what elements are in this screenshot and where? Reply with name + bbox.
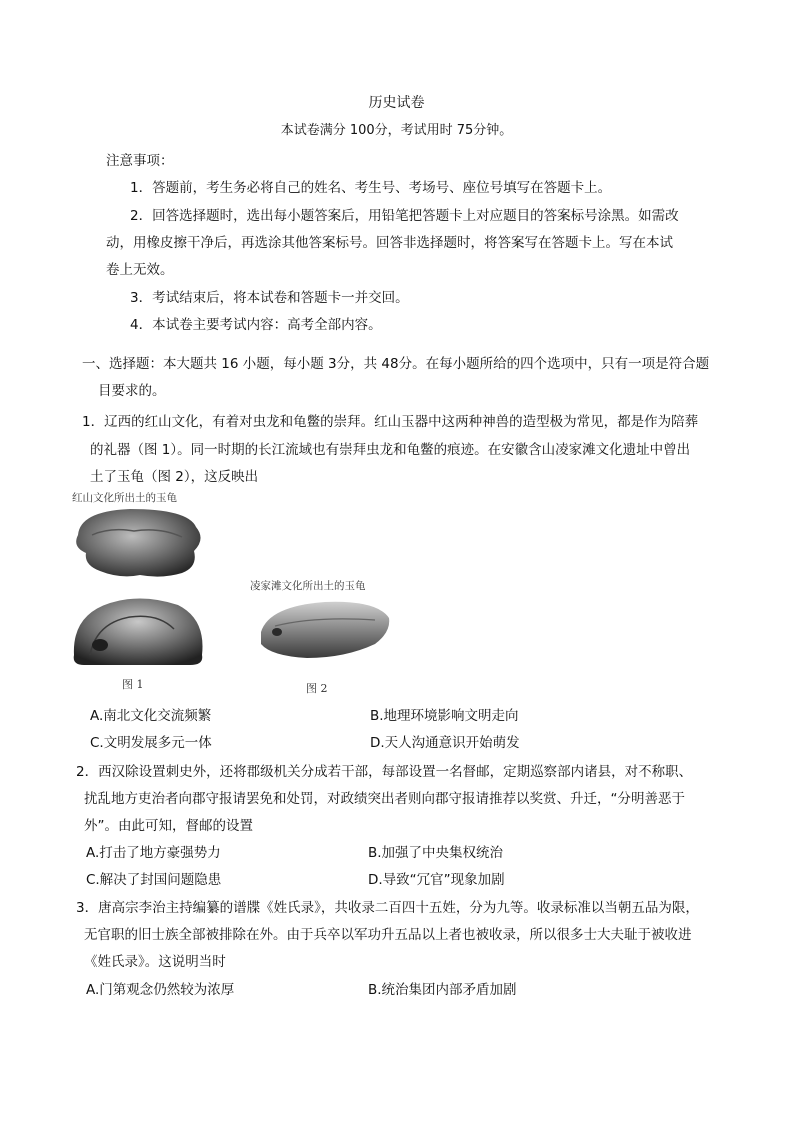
notice-item-2-cont: 动，用橡皮擦干净后，再选涂其他答案标号。回答非选择题时，将答案写在答题卡上。写在本试	[106, 235, 673, 251]
q1-option-a: A.南北文化交流频繁	[90, 708, 212, 724]
q2-option-d: D.导致“冗官”现象加剧	[368, 872, 505, 888]
q3-line-3: 《姓氏录》。这说明当时	[84, 954, 226, 970]
q3-line-1: 3．唐高宗李治主持编纂的谱牒《姓氏录》，共收录二百四十五姓，分为九等。收录标准以当朝五品为限，	[76, 900, 699, 916]
figure-1-caption: 红山文化所出土的玉龟	[72, 492, 177, 504]
figure-1-label: 图 1	[122, 678, 144, 691]
q2-line-2: 扰乱地方吏治者向郡守报请罢免和处罚，对政绩突出者则向郡守报请推荐以奖赏、升迁，“分明善恶于	[84, 791, 685, 807]
jade-turtle-hongshan-image	[70, 505, 210, 675]
page-title: 历史试卷	[368, 95, 425, 111]
notice-item-4: 4．本试卷主要考试内容：高考全部内容。	[130, 317, 382, 333]
q2-option-b: B.加强了中央集权统治	[368, 845, 504, 861]
q1-option-b: B.地理环境影响文明走向	[370, 708, 519, 724]
q1-option-d: D.天人沟通意识开始萌发	[370, 735, 520, 751]
section-heading: 一、选择题：本大题共 16 小题，每小题 3分，共 48分。在每小题所给的四个选项中，只有一项是符合题	[82, 356, 710, 372]
q1-line-3: 土了玉龟（图 2），这反映出	[90, 469, 259, 485]
q3-line-2: 无官职的旧士族全部被排除在外。由于兵卒以军功升五品以上者也被收录，所以很多士大夫耻于被收进	[84, 927, 692, 943]
q3-option-a: A.门第观念仍然较为浓厚	[86, 982, 235, 998]
q2-line-1: 2．西汉除设置刺史外，还将郡级机关分成若干部，每部设置一名督邮，定期巡察部内诸县，对不称职、	[76, 764, 693, 780]
notice-item-3: 3．考试结束后，将本试卷和答题卡一并交回。	[130, 290, 409, 306]
figure-2-caption: 凌家滩文化所出土的玉龟	[250, 580, 366, 592]
q1-line-1: 1．辽西的红山文化，有着对虫龙和龟鳖的崇拜。红山玉器中这两种神兽的造型极为常见，都是作为陪葬	[82, 414, 699, 430]
q2-option-a: A.打击了地方豪强势力	[86, 845, 221, 861]
notice-item-2: 2．回答选择题时，选出每小题答案后，用铅笔把答题卡上对应题目的答案标号涂黑。如需改	[130, 208, 679, 224]
notice-item-1: 1．答题前，考生务必将自己的姓名、考生号、考场号、座位号填写在答题卡上。	[130, 180, 612, 196]
notice-heading: 注意事项：	[106, 153, 174, 169]
figure-2-label: 图 2	[306, 682, 328, 695]
q2-line-3: 外”。由此可知，督邮的设置	[84, 818, 253, 834]
q1-option-c: C.文明发展多元一体	[90, 735, 212, 751]
q2-option-c: C.解决了封国问题隐患	[86, 872, 222, 888]
jade-turtle-lingjiatan-image	[255, 592, 395, 667]
q3-option-b: B.统治集团内部矛盾加剧	[368, 982, 517, 998]
notice-item-2-end: 卷上无效。	[106, 262, 174, 278]
page-subtitle: 本试卷满分 100分，考试用时 75分钟。	[280, 123, 513, 138]
section-heading-cont: 目要求的。	[98, 383, 166, 399]
q1-line-2: 的礼器（图 1）。同一时期的长江流域也有崇拜虫龙和龟鳖的痕迹。在安徽含山凌家滩文化遗址中曾出	[90, 442, 691, 458]
